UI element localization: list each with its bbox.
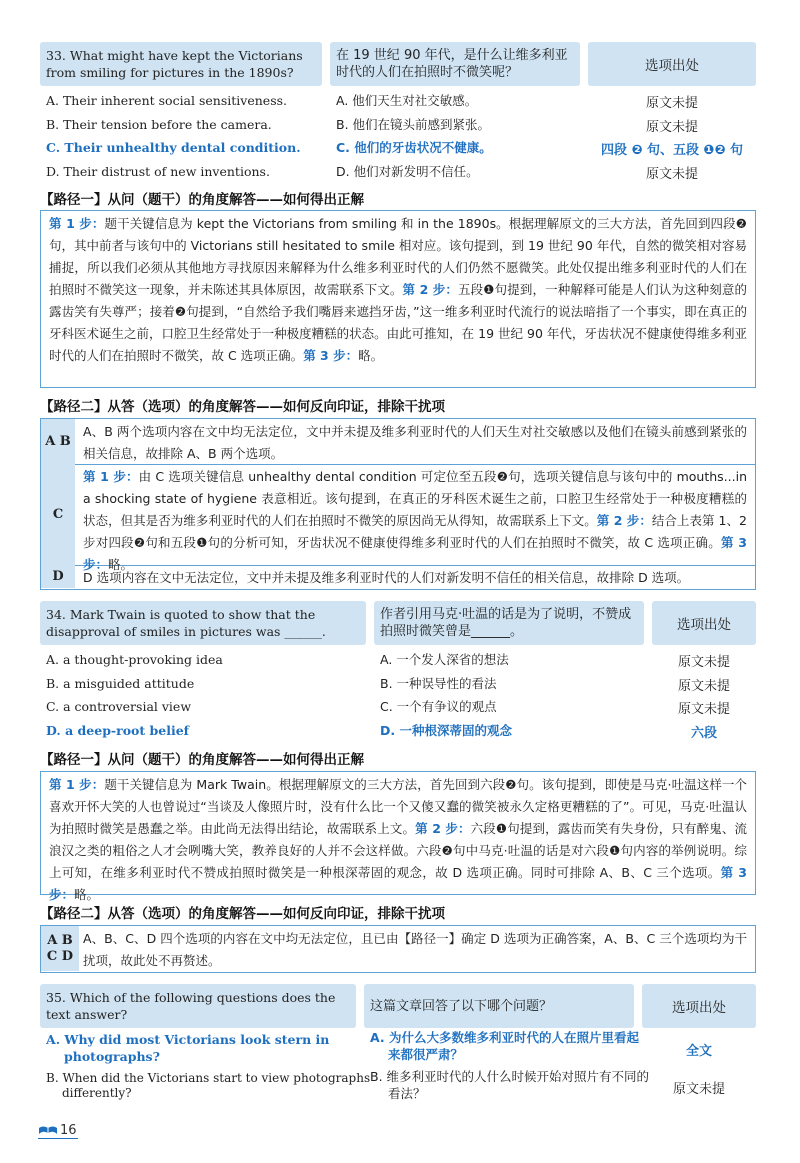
row-text: A、B、C、D 四个选项的内容在文中均无法定位，且已由【路径一】确定 D 选项为正确答案，A、B、C 三个选项均为干扰项，故此处不再赘述。 (83, 931, 747, 968)
q34-option-d-en: D. a deep-root belief (46, 723, 190, 738)
step-label: 第 3 步： (83, 535, 747, 572)
q33-source-a: 原文未提 (645, 96, 698, 111)
table-row (41, 464, 755, 572)
q34-question-en: 34. Mark Twain is quoted to show that the disapproval of smiles in pictures was ______. (40, 601, 366, 645)
circled-number: ❷ (505, 777, 517, 792)
q33-source-b: 原文未提 (645, 120, 698, 135)
q33-option-a-zh: A. 他们天生对社交敏感。 (336, 93, 478, 108)
circled-number: ❷ (735, 216, 747, 231)
row-label: C (41, 464, 75, 565)
q33-option-b-zh: B. 他们在镜头前感到紧张。 (336, 117, 491, 132)
q33-route2-title: 【路径二】从答（选项）的角度解答——如何反向印证，排除干扰项 (40, 399, 445, 415)
row-text: D 选项内容在文中无法定位，文中并未提及维多利亚时代的人们对新发明不信任的相关信息，故排除 D 选项。 (83, 570, 690, 585)
q33-option-c-zh: C. 他们的牙齿状况不健康。 (336, 140, 492, 155)
q33-route1-panel: 第 1 步：题干关键信息为 kept the Victorians from smiling 和 in the 1890s。根据理解原文的三大方法，首先回到四段❷句，其中前者与该句中的 Victorians still hesitated to smile 相对应。该句提到，到 19 世纪 90 年代，自然的微笑相对容易捕捉，所以我们必须从其他地方寻找原因来解释为什么维多利亚时代的人们仍然不愿微笑。此处仅提出维多利亚时代的人们在拍照时不微笑这一现象，并未陈述其具体原因，故需联系下文。第 2 步：五段❶句提到，一种解释可能是人们认为这种刻意的露齿笑有失尊严；接着❷句提到，“自然给予我们嘴唇来遮挡牙齿，”这一维多利亚时代流行的说法暗指了一个事实，即在真正的牙科医术诞生之前，口腔卫生经常处于一种极度糟糕的状态。由此可推知，在 19 世纪 90 年代，牙齿状况不健康使得维多利亚时代的人们在拍照时不微笑，故 C 选项正确。第 3 步：略。 (40, 210, 756, 388)
circled-number: ❷ (496, 469, 509, 484)
circled-number: ❶ (483, 282, 495, 297)
q34-route2-title: 【路径二】从答（选项）的角度解答——如何反向印证，排除干扰项 (40, 906, 445, 922)
row-label: D (41, 565, 75, 588)
q33-option-d-zh: D. 他们对新发明不信任。 (336, 164, 479, 179)
q34-source-a: 原文未提 (677, 655, 730, 670)
q35-question-zh: 这篇文章回答了以下哪个问题？ (364, 984, 634, 1028)
row-text: 第 1 步：由 C 选项关键信息 unhealthy dental condition 可定位至五段❷句，选项关键信息与该句中的 mouths...in a shocking state of hygiene 表意相近。该句提到，在真正的牙科医术诞生之前，口腔卫生经常处于一种极度糟糕的状态，但其是否为维多利亚时代的人们在拍照时不微笑的原因尚无从得知，故需联系上下文。第 2 步：结合上表第 1、2 步对四段❷句和五段❶句的分析可知，牙齿状况不健康使得维多利亚时代的人们在拍照时不微笑，故 C 选项正确。第 3 步：略。 (83, 469, 747, 572)
q34-option-b-zh: B. 一种误导性的看法 (380, 676, 497, 691)
q35-question-en: 35. Which of the following questions does the text answer? (40, 984, 356, 1028)
q34-source-b: 原文未提 (677, 679, 730, 694)
q33-question-en: 33. What might have kept the Victorians from smiling for pictures in the 1890s? (40, 42, 322, 86)
step-label: 第 1 步： (49, 777, 105, 792)
row-label: A B C D (41, 926, 79, 971)
q33-question-zh: 在 19 世纪 90 年代，是什么让维多利亚时代的人们在拍照时不微笑呢？ (330, 42, 580, 86)
page-number: 16 (60, 1122, 77, 1138)
q33-source-c: 四段 ❷ 句、五段 ❶❷ 句 (600, 143, 744, 158)
q34-option-a-en: A. a thought-provoking idea (46, 652, 223, 667)
circled-number: ❷ (133, 535, 146, 550)
step-label: 第 3 步： (49, 865, 747, 902)
row-text: A、B 两个选项内容在文中均无法定位，文中并未提及维多利亚时代的人们天生对社交敏感以及他们在镜头前感到紧张的相关信息，故排除 A、B 两个选项。 (83, 424, 747, 461)
q34-question-zh: 作者引用马克·吐温的话是为了说明，不赞成拍照时微笑曾是______。 (374, 601, 644, 645)
step-label: 第 1 步： (49, 216, 105, 231)
q33-route1-title: 【路径一】从问（题干）的角度解答——如何得出正解 (40, 192, 364, 208)
q34-option-a-zh: A. 一个发人深省的想法 (380, 652, 509, 667)
q34-option-c-en: C. a controversial view (46, 699, 192, 714)
q33-option-b-en: B. Their tension before the camera. (46, 117, 272, 132)
circled-number: ❶ (609, 843, 621, 858)
q34-route1-title: 【路径一】从问（题干）的角度解答——如何得出正解 (40, 752, 364, 768)
q34-option-c-zh: C. 一个有争议的观点 (380, 699, 497, 714)
q34-source-d: 六段 (690, 726, 717, 741)
q34-route2-table (40, 925, 756, 973)
circled-number: ❶ (495, 821, 508, 836)
q34-source-c: 原文未提 (677, 702, 730, 717)
q34-source-header: 选项出处 (652, 601, 756, 645)
q35-source-header: 选项出处 (642, 984, 756, 1028)
table-row (41, 565, 755, 588)
circled-number: ❶ (196, 535, 208, 550)
step-label: 第 2 步： (415, 821, 471, 836)
page-footer (38, 1121, 77, 1139)
circled-number: ❷ (441, 843, 453, 858)
q33-source-d: 原文未提 (645, 167, 698, 182)
q35-source-b: 原文未提 (672, 1082, 725, 1097)
q33-route2-table (40, 418, 756, 590)
q35-option-b-en: B. When did the Victorians start to view photographs differently? (46, 1071, 371, 1100)
q35-source-a: 全文 (685, 1044, 712, 1059)
q33-option-d-en: D. Their distrust of new inventions. (46, 164, 270, 179)
q34-route1-panel: 第 1 步：题干关键信息为 Mark Twain。根据理解原文的三大方法，首先回到六段❷句。该句提到，即使是马克·吐温这样一个喜欢开怀大笑的人也曾说过“当谈及人像照片时，没有什么比一个又傻又蠢的微笑被永久定格更糟糕的了”。可见，马克·吐温认为拍照时微笑是愚蠢之举。由此尚无法得出结论，故需联系上文。第 2 步：六段❶句提到，露齿而笑有失身份，只有醉鬼、流浪汉之类的粗俗之人才会咧嘴大笑，教养良好的人并不会这样做。六段❷句中马克·吐温的话是对六段❶句内容的举例说明。综上可知，在维多利亚时代不赞成拍照时微笑是一种根深蒂固的观念，故 D 选项正确。同时可排除 A、B、C 三个选项。第 3 步：略。 (40, 771, 756, 895)
q35-option-a-zh: A. 为什么大多数维多利亚时代的人在照片里看起来都很严肃？ (370, 1030, 640, 1062)
q35-option-a-en: A. Why did most Victorians look stern in photographs? (46, 1032, 330, 1064)
table-row (41, 419, 755, 465)
q34-option-d-zh: D. 一种根深蒂固的观念 (380, 723, 512, 738)
step-label: 第 3 步： (303, 348, 359, 363)
circled-number: ❷ (174, 304, 187, 319)
step-label: 第 2 步： (596, 513, 652, 528)
step-label: 第 1 步： (83, 469, 139, 484)
q33-option-c-en: C. Their unhealthy dental condition. (46, 140, 301, 155)
footer-rule (38, 1138, 78, 1139)
q34-option-b-en: B. a misguided attitude (46, 676, 195, 691)
row-label: A B (41, 419, 75, 464)
step-label: 第 2 步： (402, 282, 459, 297)
q35-option-b-zh: B. 维多利亚时代的人什么时候开始对照片有不同的看法？ (370, 1069, 650, 1101)
table-row (41, 926, 755, 971)
book-icon (38, 1124, 58, 1136)
q33-source-header: 选项出处 (588, 42, 756, 86)
q33-option-a-en: A. Their inherent social sensitiveness. (46, 93, 287, 108)
